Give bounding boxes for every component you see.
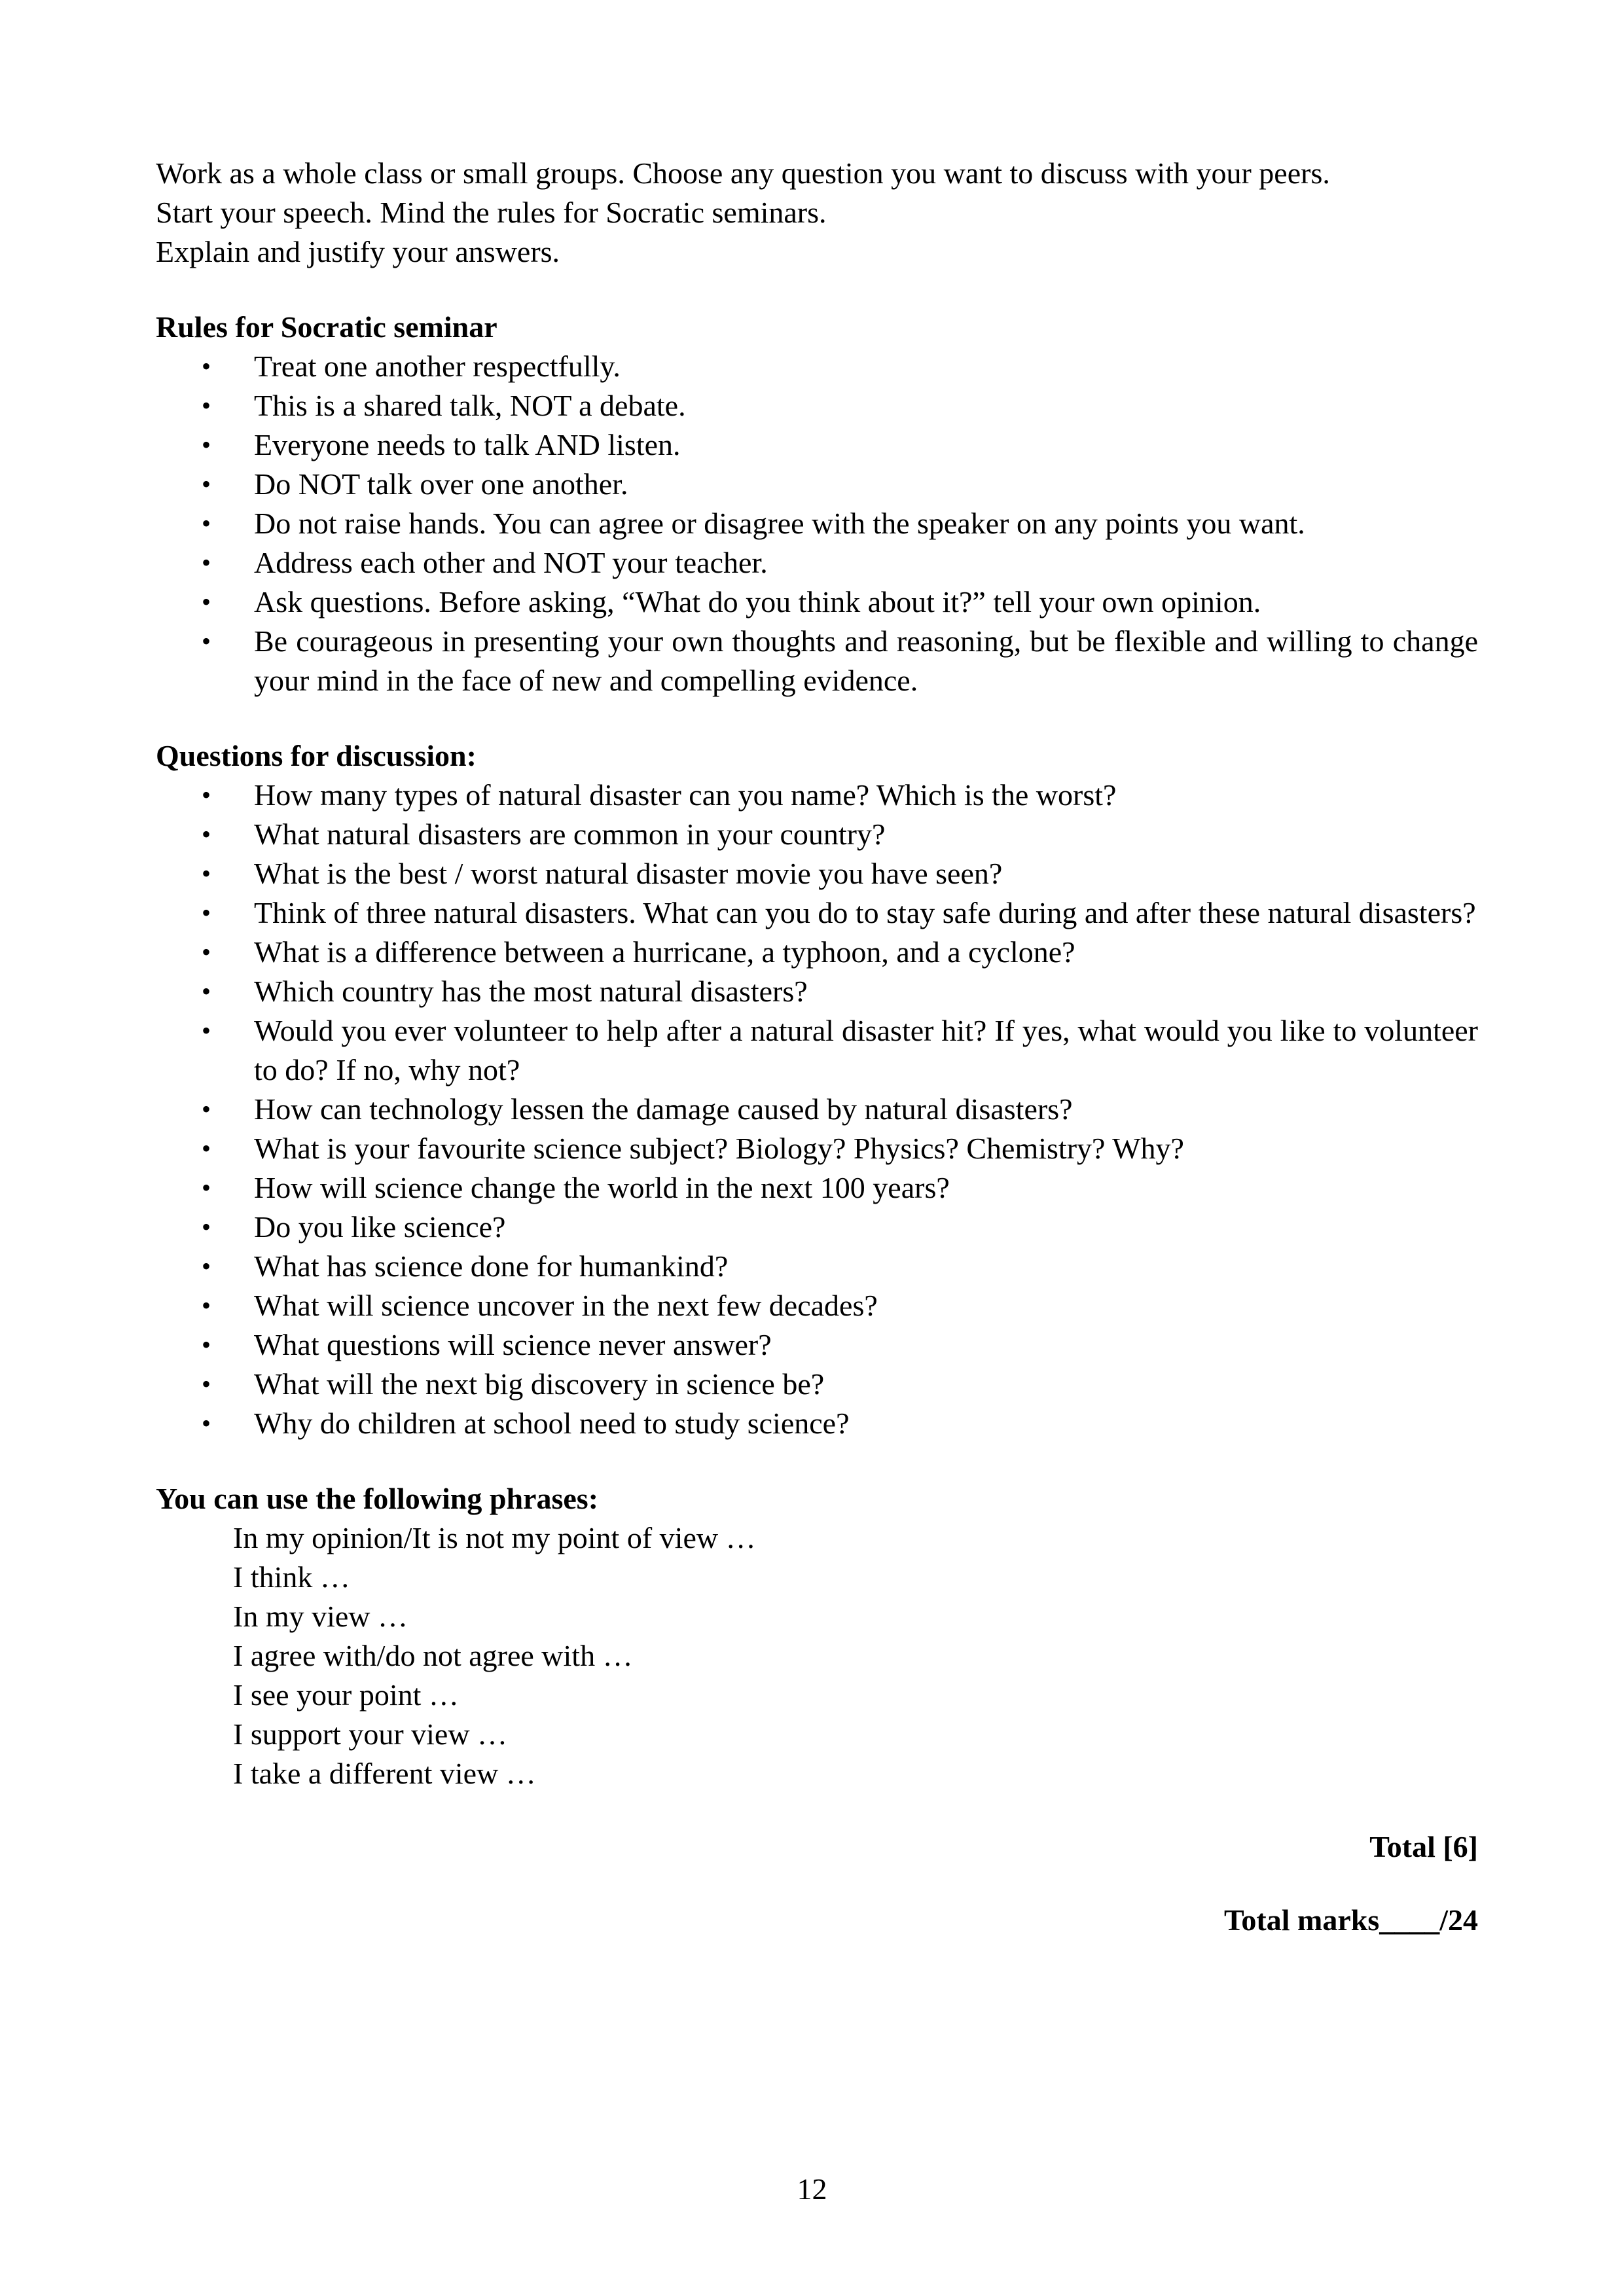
rules-section xyxy=(156,308,1478,700)
question-text: Would you ever volunteer to help after a natural disaster hit? If yes, what would you like to volunteer to do? If no, why not? xyxy=(254,1014,1478,1086)
questions-section xyxy=(156,736,1478,1443)
list-item xyxy=(156,504,1478,543)
list-item xyxy=(156,1011,1478,1090)
question-text: How many types of natural disaster can you name? Which is the worst? xyxy=(254,778,1117,812)
rule-text: Do not raise hands. You can agree or disagree with the speaker on any points you want. xyxy=(254,507,1305,540)
phrase-item: In my view … xyxy=(233,1600,408,1633)
bullet-icon: • xyxy=(202,780,211,810)
phrase-item: I think … xyxy=(233,1560,350,1594)
bullet-icon: • xyxy=(202,937,211,967)
bullet-icon: • xyxy=(202,351,211,381)
list-item xyxy=(156,1286,1478,1325)
phrase-item: I support your view … xyxy=(233,1717,508,1751)
bullet-icon: • xyxy=(202,1330,211,1359)
phrase-item: I take a different view … xyxy=(233,1757,536,1790)
bullet-icon: • xyxy=(202,1369,211,1399)
bullet-icon: • xyxy=(202,1291,211,1320)
rule-text: This is a shared talk, NOT a debate. xyxy=(254,389,686,422)
question-text: What questions will science never answer? xyxy=(254,1328,772,1361)
rule-text: Be courageous in presenting your own thoughts and reasoning, but be flexible and willing to change your mind in the face of new and compelling evidence. xyxy=(254,624,1478,697)
bullet-icon: • xyxy=(202,1173,211,1202)
list-item xyxy=(156,386,1478,425)
list-item xyxy=(156,1090,1478,1129)
bullet-icon: • xyxy=(202,391,211,420)
rule-text: Ask questions. Before asking, “What do you think about it?” tell your own opinion. xyxy=(254,585,1261,619)
bullet-icon: • xyxy=(202,819,211,849)
bullet-icon: • xyxy=(202,1016,211,1045)
rules-heading: Rules for Socratic seminar xyxy=(156,310,497,344)
document-page xyxy=(156,154,1478,1940)
bullet-icon: • xyxy=(202,1134,211,1163)
intro-section xyxy=(156,154,1478,272)
question-text: What will science uncover in the next few decades? xyxy=(254,1289,878,1322)
list-item xyxy=(156,1404,1478,1443)
list-item xyxy=(156,854,1478,893)
bullet-icon: • xyxy=(202,626,211,656)
list-item xyxy=(156,1365,1478,1404)
page-number: 12 xyxy=(797,2172,827,2206)
list-item xyxy=(156,1208,1478,1247)
questions-list xyxy=(156,776,1478,1443)
list-item xyxy=(156,583,1478,622)
bullet-icon: • xyxy=(202,1251,211,1281)
bullet-icon: • xyxy=(202,587,211,617)
list-item xyxy=(156,972,1478,1011)
phrases-heading: You can use the following phrases: xyxy=(156,1482,599,1515)
questions-heading: Questions for discussion: xyxy=(156,739,477,772)
list-item xyxy=(156,1247,1478,1286)
list-item xyxy=(156,933,1478,972)
phrase-item: In my opinion/It is not my point of view … xyxy=(233,1521,756,1554)
list-item xyxy=(156,1325,1478,1365)
rule-text: Address each other and NOT your teacher. xyxy=(254,546,768,579)
rule-text: Treat one another respectfully. xyxy=(254,350,621,383)
list-item xyxy=(156,543,1478,583)
rules-list xyxy=(156,347,1478,700)
phrases-section xyxy=(156,1479,1478,1793)
question-text: How will science change the world in the next 100 years? xyxy=(254,1171,950,1204)
phrase-item: I see your point … xyxy=(233,1678,459,1712)
bullet-icon: • xyxy=(202,1212,211,1242)
list-item xyxy=(156,347,1478,386)
total-marks: Total marks____/24 xyxy=(1223,1903,1478,1937)
list-item xyxy=(156,893,1478,933)
question-text: What has science done for humankind? xyxy=(254,1249,729,1283)
bullet-icon: • xyxy=(202,430,211,459)
question-text: Think of three natural disasters. What can you do to stay safe during and after these natural disasters? xyxy=(254,896,1476,929)
bullet-icon: • xyxy=(202,509,211,538)
list-item xyxy=(156,1168,1478,1208)
bullet-icon: • xyxy=(202,859,211,888)
list-item xyxy=(156,776,1478,815)
question-text: Why do children at school need to study science? xyxy=(254,1407,850,1440)
question-text: What is a difference between a hurricane, a typhoon, and a cyclone? xyxy=(254,935,1075,969)
bullet-icon: • xyxy=(202,1094,211,1124)
question-text: What is your favourite science subject? Biology? Physics? Chemistry? Why? xyxy=(254,1132,1184,1165)
phrases-list xyxy=(156,1518,1478,1793)
rule-text: Do NOT talk over one another. xyxy=(254,467,628,501)
bullet-icon: • xyxy=(202,977,211,1006)
bullet-icon: • xyxy=(202,469,211,499)
intro-line-1: Work as a whole class or small groups. Choose any question you want to discuss with your peers. xyxy=(156,156,1330,190)
list-item xyxy=(156,425,1478,465)
bullet-icon: • xyxy=(202,548,211,577)
bullet-icon: • xyxy=(202,1408,211,1438)
list-item xyxy=(156,1129,1478,1168)
question-text: Which country has the most natural disasters? xyxy=(254,975,808,1008)
bullet-icon: • xyxy=(202,898,211,927)
intro-line-3: Explain and justify your answers. xyxy=(156,235,560,268)
question-text: How can technology lessen the damage caused by natural disasters? xyxy=(254,1092,1073,1126)
list-item xyxy=(156,622,1478,700)
question-text: What will the next big discovery in science be? xyxy=(254,1367,825,1401)
rule-text: Everyone needs to talk AND listen. xyxy=(254,428,681,461)
question-text: What natural disasters are common in your country? xyxy=(254,817,886,851)
list-item xyxy=(156,465,1478,504)
total-score: Total [6] xyxy=(1369,1830,1478,1863)
question-text: What is the best / worst natural disaster movie you have seen? xyxy=(254,857,1003,890)
list-item xyxy=(156,815,1478,854)
intro-line-2: Start your speech. Mind the rules for Socratic seminars. xyxy=(156,196,827,229)
question-text: Do you like science? xyxy=(254,1210,506,1244)
phrase-item: I agree with/do not agree with … xyxy=(233,1639,633,1672)
